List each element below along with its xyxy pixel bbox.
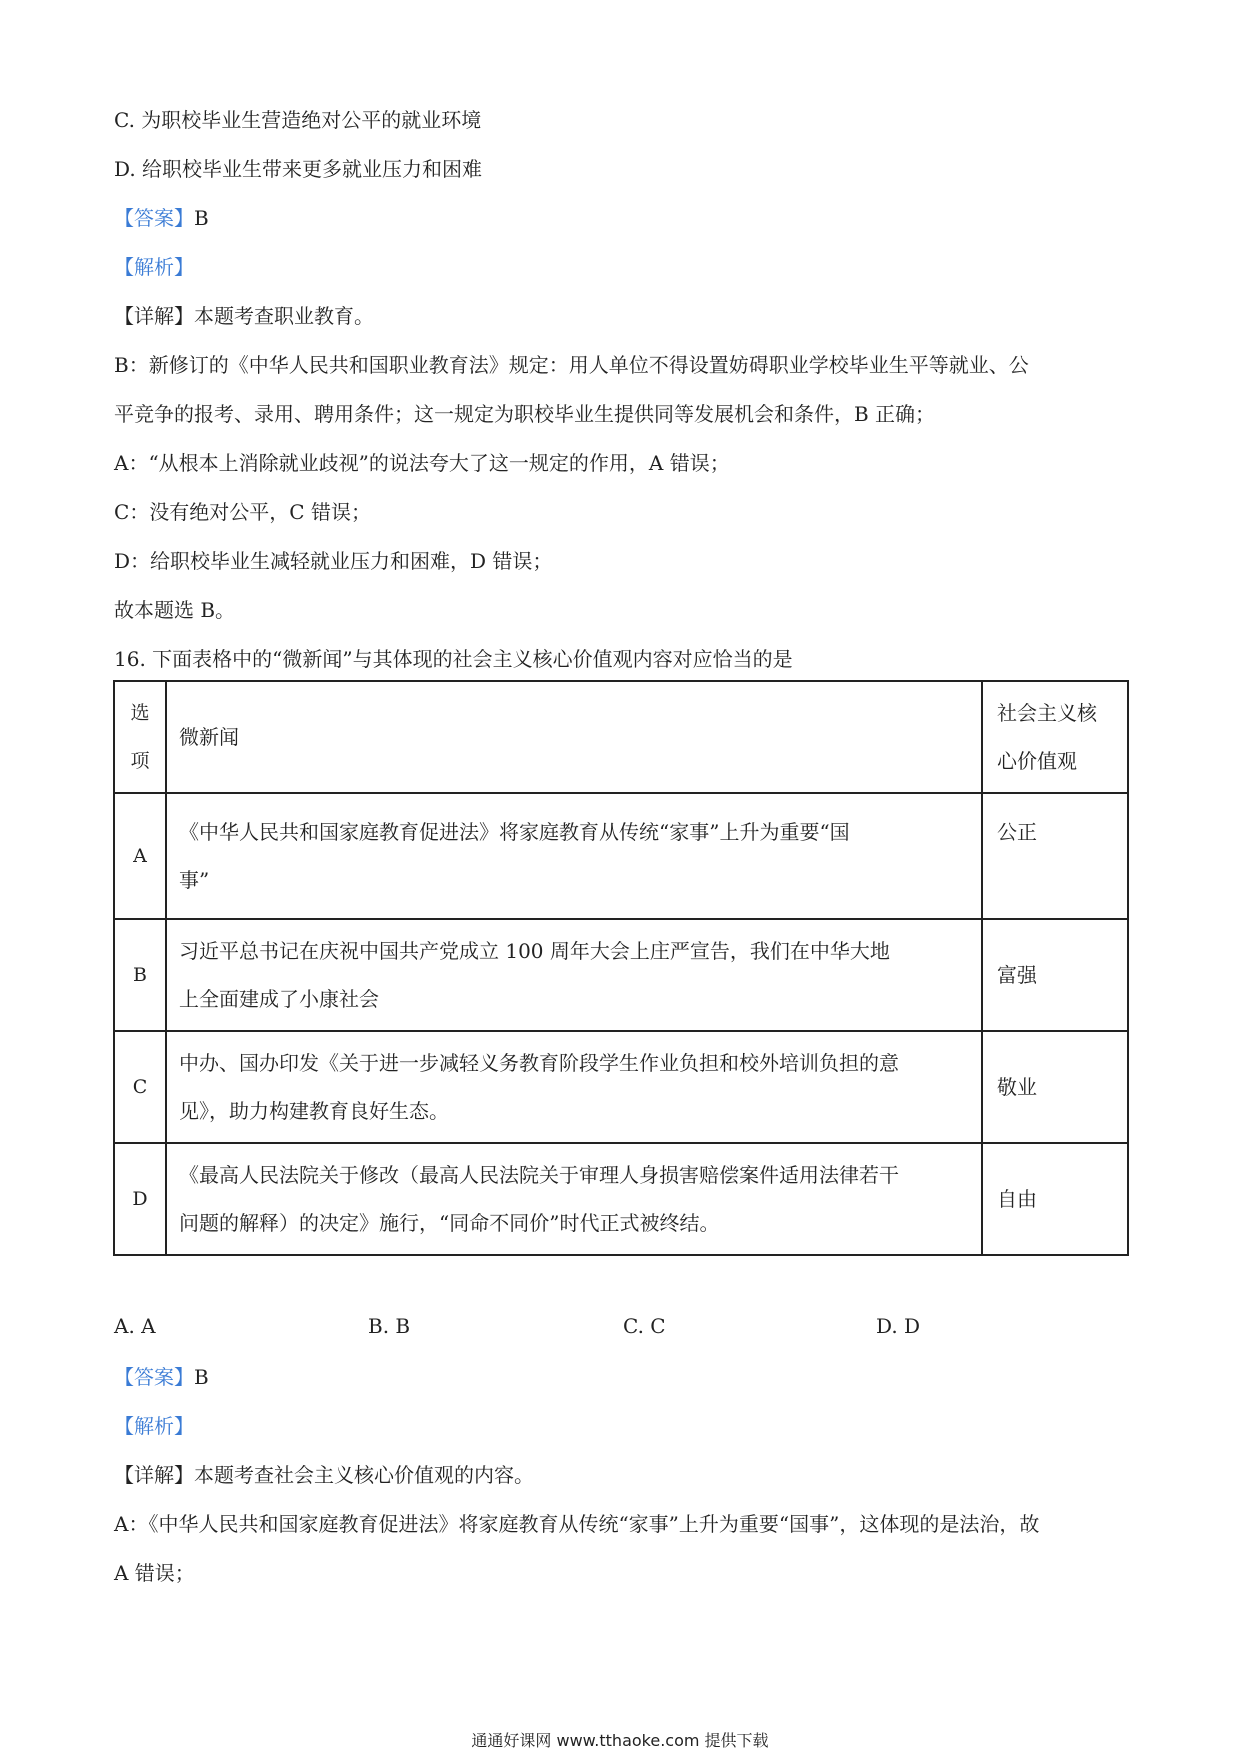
explanation-line: A：“从根本上消除就业歧视”的说法夸大了这一规定的作用，A 错误； <box>114 451 730 475</box>
choice-b: B. B <box>368 1314 411 1338</box>
option-cell: B <box>114 919 166 1031</box>
explanation-line: C：没有绝对公平，C 错误； <box>114 500 371 524</box>
news-line: 事” <box>179 868 210 892</box>
header-news-cell: 微新闻 <box>166 681 982 793</box>
header-option-cell <box>114 681 166 793</box>
header-value-line: 心价值观 <box>997 749 1077 773</box>
news-line: 《最高人民法院关于修改（最高人民法院关于审理人身损害赔偿案件适用法律若干 <box>179 1163 899 1187</box>
news-line: 中办、国办印发《关于进一步减轻义务教育阶段学生作业负担和校外培训负担的意 <box>179 1051 899 1075</box>
news-line: 问题的解释）的决定》施行，“同命不同价”时代正式被终结。 <box>179 1211 720 1235</box>
value-cell: 富强 <box>982 919 1128 1031</box>
news-cell <box>166 793 982 919</box>
explanation-line: B：新修订的《中华人民共和国职业教育法》规定：用人单位不得设置妨碍职业学校毕业生平等就业、公 <box>114 353 1029 377</box>
news-cell <box>166 919 982 1031</box>
explanation-line: A 错误； <box>114 1561 195 1585</box>
table-row <box>114 793 1128 919</box>
table-row <box>114 919 1128 1031</box>
question-stem: 16. 下面表格中的“微新闻”与其体现的社会主义核心价值观内容对应恰当的是 <box>114 647 793 671</box>
detail-line: 【详解】本题考查社会主义核心价值观的内容。 <box>114 1463 534 1487</box>
header-value-line: 社会主义核 <box>997 701 1097 725</box>
table-row <box>114 1143 1128 1255</box>
news-line: 见》，助力构建教育良好生态。 <box>179 1099 449 1123</box>
option-c-line: C. 为职校毕业生营造绝对公平的就业环境 <box>114 108 482 132</box>
news-line: 上全面建成了小康社会 <box>179 987 379 1011</box>
value-cell: 敬业 <box>982 1031 1128 1143</box>
answer-value: B <box>194 206 209 230</box>
table-row <box>114 1031 1128 1143</box>
option-cell: C <box>114 1031 166 1143</box>
news-cell <box>166 1143 982 1255</box>
news-line: 习近平总书记在庆祝中国共产党成立 100 周年大会上庄严宣告，我们在中华大地 <box>179 939 890 963</box>
analysis-tag: 【解析】 <box>114 1414 194 1438</box>
choice-a: A. A <box>114 1314 156 1338</box>
choice-d: D. D <box>876 1314 921 1338</box>
news-line: 《中华人民共和国家庭教育促进法》将家庭教育从传统“家事”上升为重要“国 <box>179 820 850 844</box>
header-option-line: 项 <box>130 750 150 772</box>
option-cell: A <box>114 793 166 919</box>
answer-tag: 【答案】 <box>114 1365 194 1389</box>
answer-line <box>114 204 209 232</box>
table-header-row <box>114 681 1128 793</box>
header-value-cell <box>982 681 1128 793</box>
page-footer: 通通好课网 www.tthaoke.com 提供下载 <box>471 1731 769 1750</box>
explanation-line: A：《中华人民共和国家庭教育促进法》将家庭教育从传统“家事”上升为重要“国事”，这体现的是法治，故 <box>114 1512 1040 1536</box>
news-values-table <box>113 680 1129 1256</box>
header-option-line: 选 <box>130 702 150 724</box>
detail-line: 【详解】本题考查职业教育。 <box>114 304 374 328</box>
choice-c: C. C <box>623 1314 666 1338</box>
explanation-line: D：给职校毕业生减轻就业压力和困难，D 错误； <box>114 549 553 573</box>
explanation-line: 平竞争的报考、录用、聘用条件；这一规定为职校毕业生提供同等发展机会和条件，B 正确； <box>114 402 936 426</box>
answer-value: B <box>194 1365 209 1389</box>
option-d-line: D. 给职校毕业生带来更多就业压力和困难 <box>114 157 483 181</box>
analysis-tag: 【解析】 <box>114 255 194 279</box>
news-cell <box>166 1031 982 1143</box>
conclusion-line: 故本题选 B。 <box>114 598 236 622</box>
option-cell: D <box>114 1143 166 1255</box>
answer-line <box>114 1363 209 1391</box>
value-cell: 自由 <box>982 1143 1128 1255</box>
value-cell: 公正 <box>982 793 1128 919</box>
answer-tag: 【答案】 <box>114 206 194 230</box>
